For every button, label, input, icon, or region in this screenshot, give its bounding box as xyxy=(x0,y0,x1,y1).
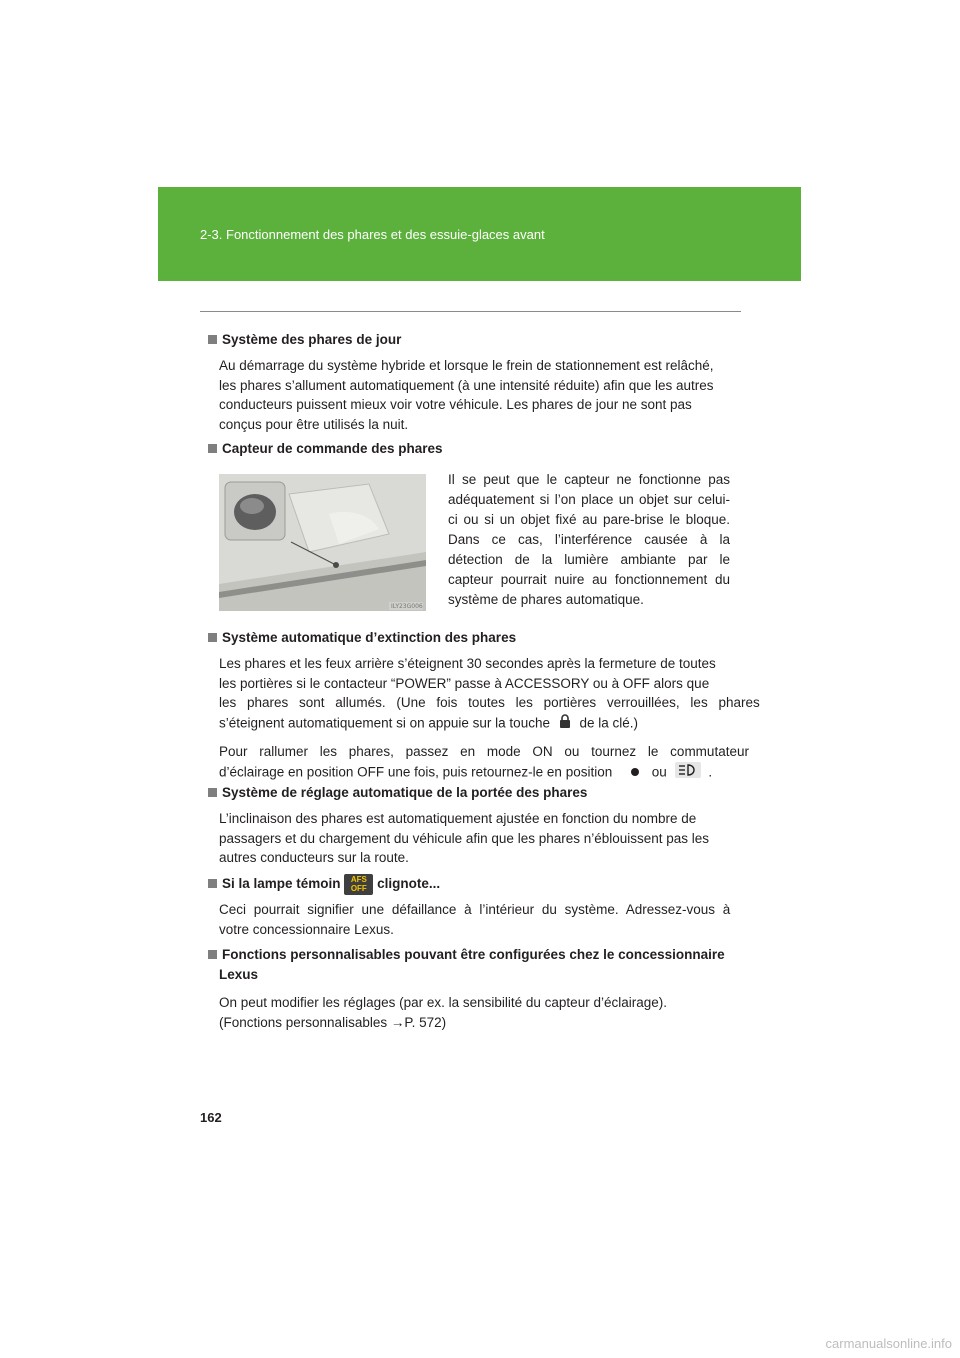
body-line: Il se peut que le capteur ne fonctionne pas xyxy=(448,472,730,487)
chapter-title: 2-3. Fonctionnement des phares et des essuie-glaces avant xyxy=(200,227,545,242)
section-heading: Système de réglage automatique de la portée des phares xyxy=(208,783,735,803)
body-line: les portières si le contacteur “POWER” passe à ACCESSORY ou à OFF alors que xyxy=(219,675,710,691)
afs-off-indicator-icon: AFS OFF xyxy=(344,874,373,895)
section-heading: Système automatique d’extinction des phares xyxy=(208,628,735,648)
body-line: s’éteignent automatiquement si on appuie sur la touche de la clé.) xyxy=(219,713,735,735)
bullet-square-icon xyxy=(208,879,217,888)
section-auto-leveling xyxy=(208,783,735,868)
watermark: carmanualsonline.info xyxy=(825,1336,952,1351)
body-line: passagers et du chargement du véhicule afin que les phares n’éblouissent pas les xyxy=(219,830,710,846)
bullet-square-icon xyxy=(208,950,217,959)
section-afs-warning xyxy=(208,873,735,939)
body-line: Ceci pourrait signifier une défaillance à l’intérieur du système. Adressez-vous à xyxy=(219,902,731,917)
body-line: ci ou si un objet fixé au pare-brise le bloque. xyxy=(448,512,730,527)
section-customizable-features xyxy=(208,945,735,1032)
section-body xyxy=(219,356,735,434)
body-line: adéquatement si l’on place un objet sur celui- xyxy=(448,492,730,507)
section-body xyxy=(219,654,760,734)
section-heading: Si la lampe témoin AFS OFF clignote... xyxy=(208,873,735,895)
sensor-description xyxy=(448,470,730,610)
section-body xyxy=(219,993,735,1032)
section-heading: Capteur de commande des phares xyxy=(208,439,735,459)
section-daytime-running-lights xyxy=(208,330,735,434)
headlight-icon xyxy=(675,762,701,784)
section-body xyxy=(219,809,735,868)
body-line: L’inclinaison des phares est automatiquement ajustée en fonction du nombre de xyxy=(219,811,697,826)
section-heading: Système des phares de jour xyxy=(208,330,735,350)
section-body xyxy=(219,900,735,939)
body-line: les phares s’allument automatiquement (à une intensité réduite) afin que les autres xyxy=(219,377,714,393)
header-rule xyxy=(200,311,741,312)
body-line: votre concessionnaire Lexus. xyxy=(219,921,394,937)
lock-icon xyxy=(554,713,576,735)
body-line: conçus pour être utilisés la nuit. xyxy=(219,416,409,432)
chapter-header-band xyxy=(158,187,801,281)
body-line: autres conducteurs sur la route. xyxy=(219,850,409,865)
body-line: Pour rallumer les phares, passez en mode ON ou tournez le commutateur xyxy=(219,744,749,759)
section-body xyxy=(219,742,749,783)
bullet-square-icon xyxy=(208,633,217,642)
body-line: d’éclairage en position OFF une fois, puis retournez-le en position ou . xyxy=(219,762,735,784)
auto-position-dot-icon xyxy=(630,763,640,783)
body-line: Les phares et les feux arrière s’éteignent 30 secondes après la fermeture de toutes xyxy=(219,656,716,671)
section-heading-continued: Lexus xyxy=(219,967,259,982)
svg-text:ILY23G006: ILY23G006 xyxy=(391,603,423,610)
body-line: détection de la lumière ambiante par le xyxy=(448,552,730,567)
body-line: On peut modifier les réglages (par ex. la sensibilité du capteur d’éclairage). xyxy=(219,995,667,1010)
bullet-square-icon xyxy=(208,788,217,797)
body-line: conducteurs puissent mieux voir votre véhicule. Les phares de jour ne sont pas xyxy=(219,397,692,412)
section-auto-off xyxy=(208,628,760,783)
bullet-square-icon xyxy=(208,444,217,453)
body-line: les phares sont allumés. (Une fois toutes les portières verrouillées, les phares xyxy=(219,695,760,710)
car-interior-illustration xyxy=(219,474,426,611)
body-line: capteur pourrait nuire au fonctionnement du xyxy=(448,572,730,587)
body-line: Au démarrage du système hybride et lorsque le frein de stationnement est relâché, xyxy=(219,358,714,373)
section-heading: Fonctions personnalisables pouvant être configurées chez le concessionnaire xyxy=(208,945,735,965)
page-number: 162 xyxy=(200,1110,222,1125)
body-line: système de phares automatique. xyxy=(448,592,644,607)
windshield-sensor-photo xyxy=(219,474,426,611)
section-light-sensor xyxy=(208,439,735,459)
bullet-square-icon xyxy=(208,335,217,344)
cross-reference-link[interactable]: (Fonctions personnalisables →P. 572) xyxy=(219,1014,447,1030)
body-line: Dans ce cas, l’interférence causée à la xyxy=(448,532,730,547)
